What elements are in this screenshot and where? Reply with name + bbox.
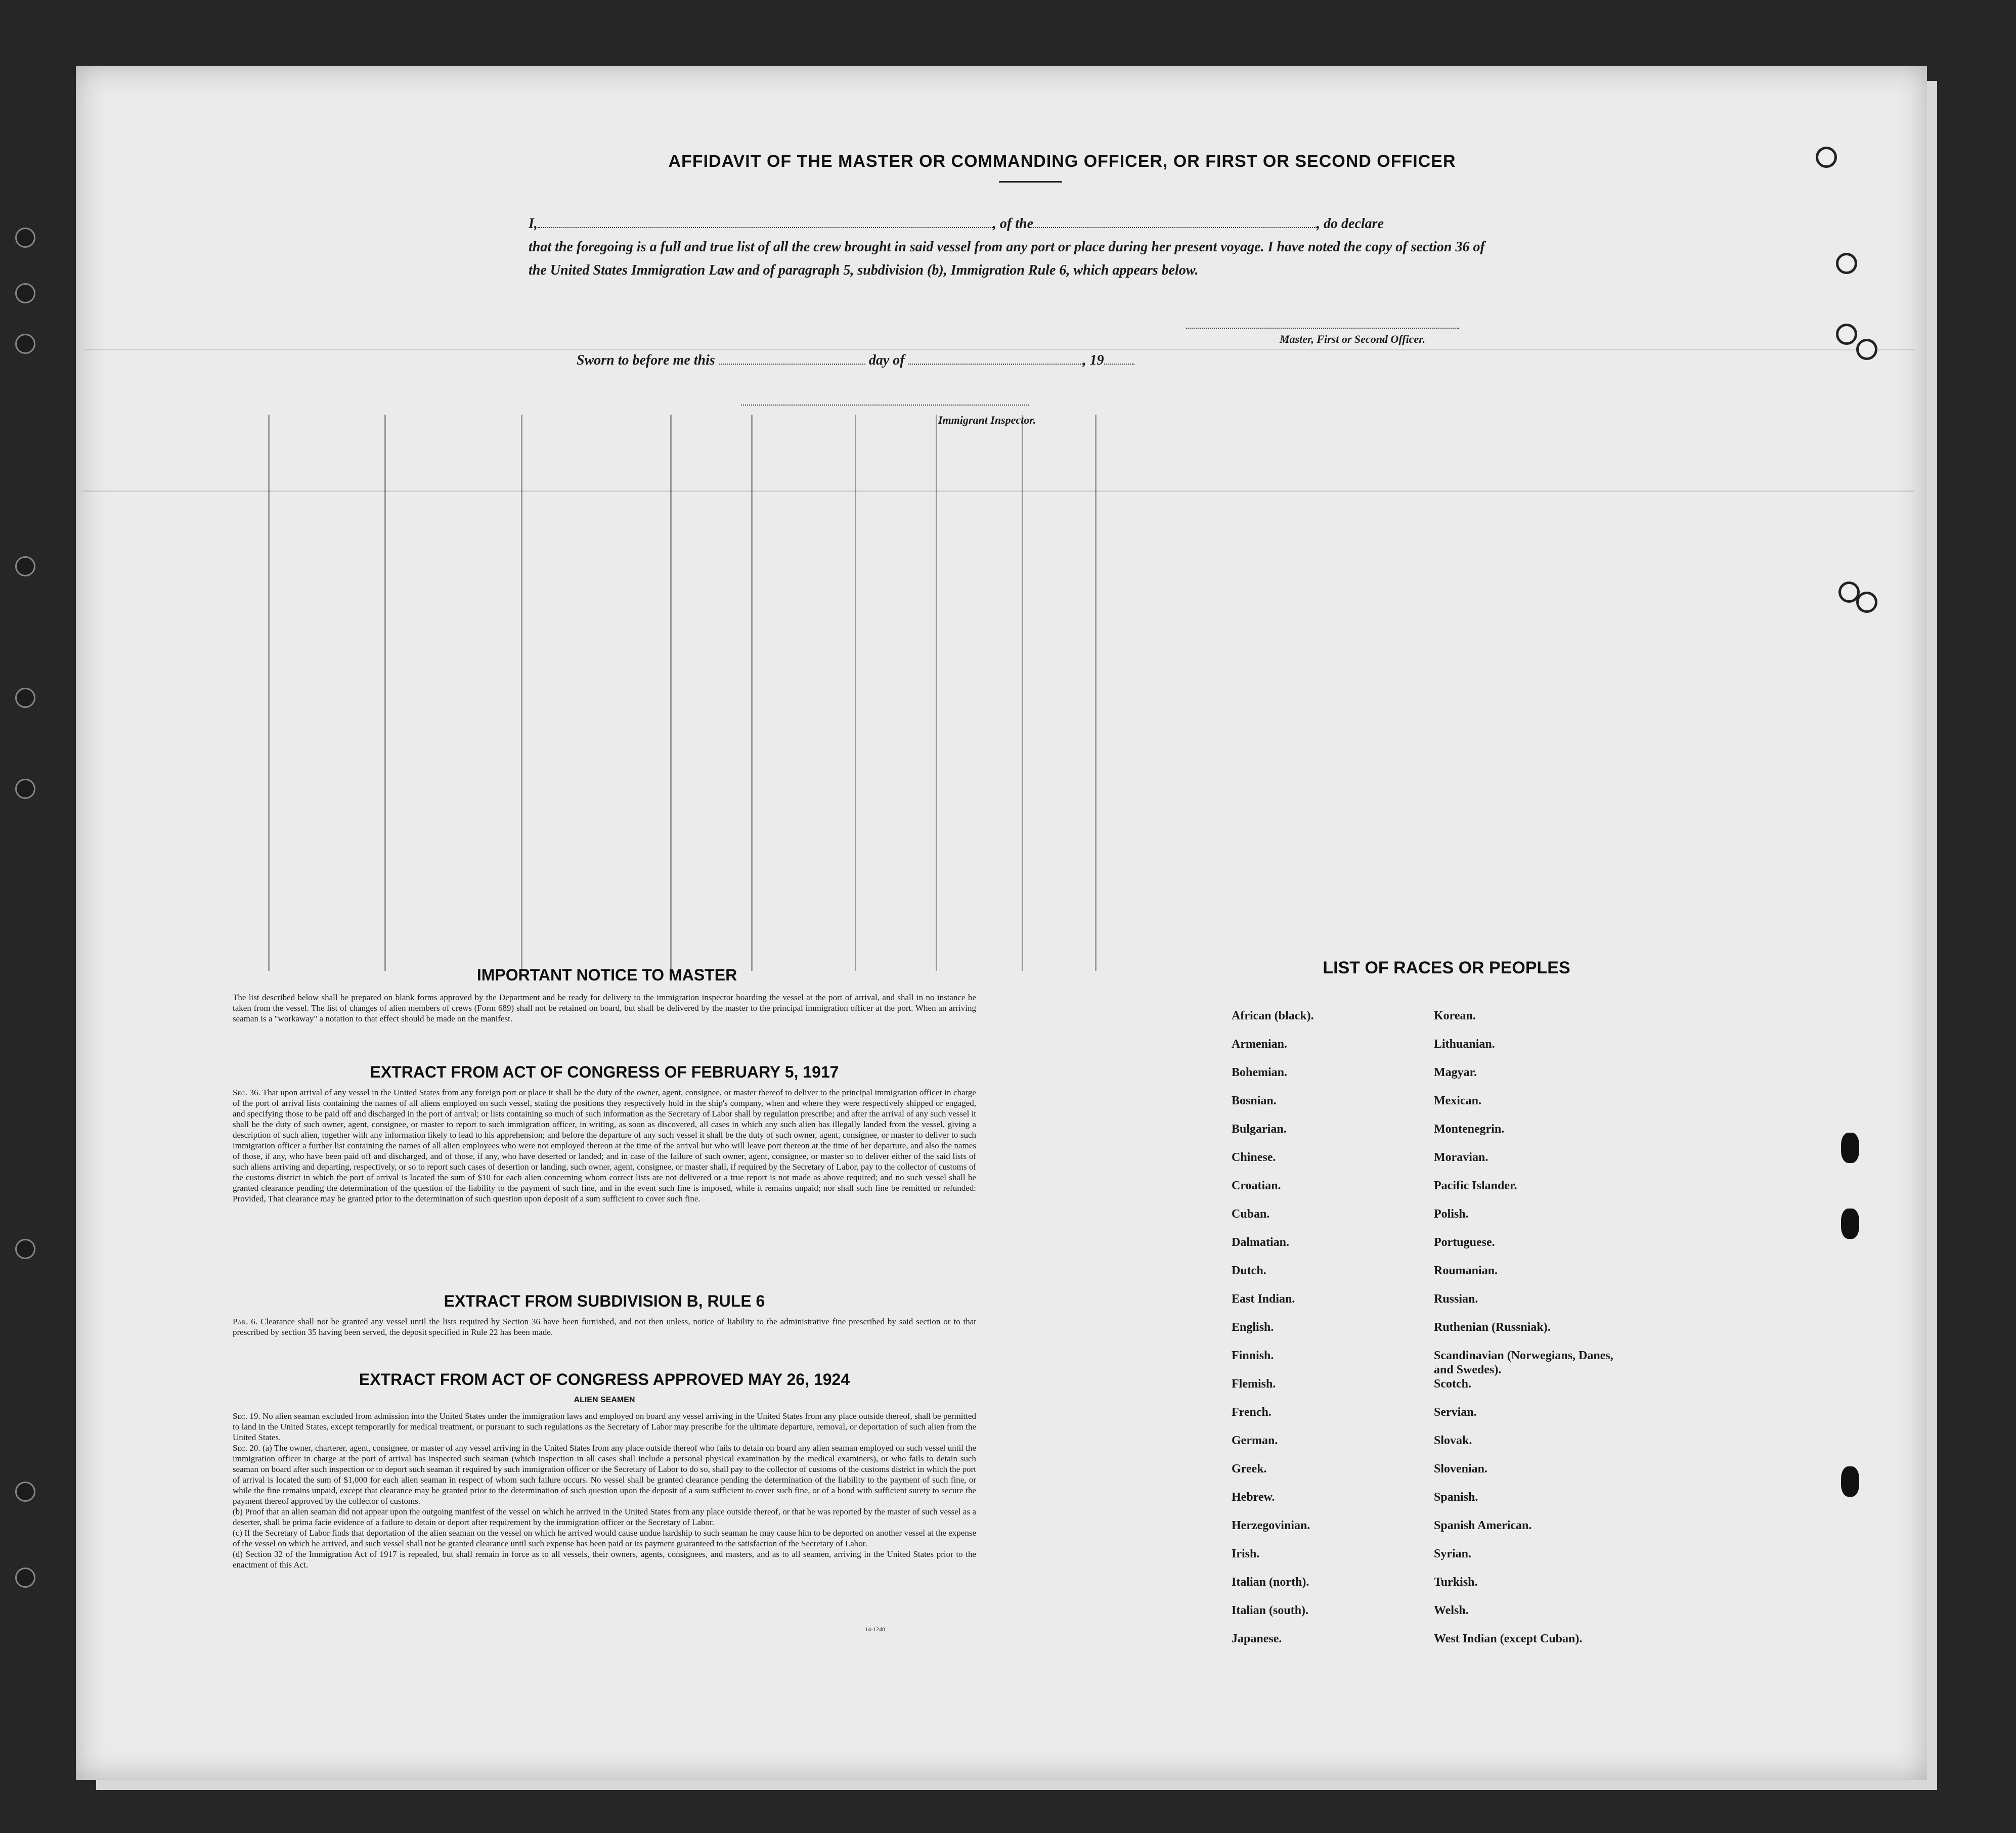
- binder-ring: [1856, 592, 1877, 613]
- column-divider: [521, 415, 522, 971]
- binder-clip: [1841, 1133, 1859, 1163]
- declaration-line: [529, 212, 1500, 236]
- binder-hole: [15, 1482, 35, 1502]
- race-item: Russian.: [1434, 1292, 1478, 1306]
- sworn-day-of: day of: [868, 352, 905, 368]
- section-20-label: Sec. 20.: [233, 1443, 260, 1453]
- name-field[interactable]: [538, 214, 993, 228]
- race-item: West Indian (except Cuban).: [1434, 1632, 1583, 1645]
- column-divider: [936, 415, 937, 971]
- race-item: Japanese.: [1232, 1632, 1282, 1645]
- race-item: Cuban.: [1232, 1208, 1270, 1221]
- race-item: Polish.: [1434, 1208, 1469, 1221]
- section-36-label: Sec. 36.: [233, 1088, 260, 1097]
- inspector-caption: Immigrant Inspector.: [938, 414, 1036, 426]
- race-item: Irish.: [1232, 1547, 1260, 1560]
- race-item: East Indian.: [1232, 1292, 1295, 1306]
- race-item: French.: [1232, 1406, 1272, 1419]
- race-item: Armenian.: [1232, 1038, 1287, 1051]
- sworn-year: , 19: [1082, 352, 1104, 368]
- race-item: Italian (north).: [1232, 1576, 1309, 1589]
- paragraph-6-label: Par. 6.: [233, 1317, 258, 1326]
- section-19-label: Sec. 19.: [233, 1411, 260, 1421]
- race-item: Ruthenian (Russniak).: [1434, 1321, 1551, 1334]
- race-item: Croatian.: [1232, 1179, 1281, 1192]
- race-item: Spanish American.: [1434, 1519, 1532, 1532]
- binder-ring: [1836, 253, 1857, 274]
- race-item: English.: [1232, 1321, 1274, 1334]
- race-item: Bosnian.: [1232, 1094, 1277, 1107]
- column-divider: [1095, 415, 1097, 971]
- binder-ring: [1836, 324, 1857, 345]
- race-item: Finnish.: [1232, 1349, 1274, 1362]
- binder-clip: [1841, 1466, 1859, 1497]
- race-item: Herzegovinian.: [1232, 1519, 1310, 1532]
- race-item: Pacific Islander.: [1434, 1179, 1517, 1192]
- notice-text: The list described below shall be prepared on blank forms approved by the Department and be ready for delivery to the immigration inspector boarding the vessel at the port of arrival, and shall in no instance be taken from the vessel. The list of changes of alien members of crews (Form 689) shall not be retained on board, but shall be delivered by the master to the principal immigration officer at the port. When an arriving seaman is a "workaway" a notation to that effect should be made on the manifest.: [233, 993, 976, 1023]
- faint-row-rule: [83, 490, 1914, 492]
- section-36-text: That upon arrival of any vessel in the United States from any foreign port or place it shall be the duty of the owner, agent, consignee, or master thereof to deliver to the principal immigration officer in charge of the port of arrival lists containing the names of all aliens employed on such vessel, stating the positions they respectively hold in the ship's company, when and where they were respectively shipped or engaged, and specifying those to be paid off and discharged in the port of arrival; or lists containing so much of such information as the Secretary of Labor shall by regulation prescribe; and after the arrival of any such vessel it shall be the duty of such owner, agent, consignee, or master to report to such immigration officer, in writing, as soon as discovered, all cases in which any such alien has illegally landed from the vessel, giving a description of such alien, together with any information likely to lead to his apprehension; and before the departure of any such vessel it shall be the duty of such owner, agent, consignee, or master to deliver to such immigration officer a further list containing the names of all alien employees who were not employed thereon at the time of the arrival but who will leave port thereon at the time of her departure, and also the names of those, if any, who have been paid off and discharged, and of those, if any, who have deserted or landed; and in case of the failure of such owner, agent, consignee, or master so to deliver either of the said lists of such aliens arriving and departing, respectively, or so to report such cases of desertion or landing, such owner, agent, consignee, or master shall, if required by the Secretary of Labor, pay to the collector of customs of the customs district in which the port of arrival is located the sum of $10 for each alien concerning whom correct lists are not delivered or a true report is not made as above required; and no such vessel shall be granted clearance pending the determination of the question of the liability to the payment of such fine, and in the event such fine is imposed, while it remains unpaid; nor shall such fine be remitted or refunded: Provided, That clearance may be granted prior to the determination of such question upon deposit of a sum sufficient to cover such fine.: [233, 1088, 976, 1203]
- vessel-field[interactable]: [1033, 214, 1317, 228]
- binder-ring: [1856, 339, 1877, 360]
- race-item: Lithuanian.: [1434, 1038, 1495, 1051]
- race-item: Bohemian.: [1232, 1066, 1288, 1079]
- declaration-i: I,: [529, 216, 538, 232]
- binder-ring: [1816, 147, 1837, 168]
- extract-1924-title: EXTRACT FROM ACT OF CONGRESS APPROVED MAY 26, 1924: [359, 1370, 850, 1389]
- form-number: 14-1240: [865, 1626, 885, 1633]
- race-item: Dalmatian.: [1232, 1236, 1289, 1249]
- race-item: Scotch.: [1434, 1377, 1471, 1391]
- section-20d: (d) Section 32 of the Immigration Act of 1917 is repealed, but shall remain in force as to all vessels, their owners, agents, consignees, and masters, and as to all seamen, arriving in the United States prior to the enactment of this Act.: [233, 1549, 976, 1570]
- sworn-year-field[interactable]: [1104, 350, 1134, 365]
- master-caption: Master, First or Second Officer.: [1280, 333, 1426, 345]
- sworn-line: [577, 349, 1335, 372]
- declaration-text: that the foregoing is a full and true list of all the crew brought in said vessel from any port or place during her present voyage. I have noted the copy of section 36 of the United States Immigration Law and of paragraph 5, subdivision (b), Immigration Rule 6, which appears below.: [529, 239, 1485, 278]
- sworn-day-field[interactable]: [719, 350, 865, 365]
- column-divider: [855, 415, 856, 971]
- paragraph-6-text: Clearance shall not be granted any vessel until the lists required by Section 36 have been furnished, and not then unless, notice of liability to the administrative fine prescribed by said section or to that prescribed by section 35 having been served, the deposit specified in Rule 22 has been made.: [233, 1317, 976, 1337]
- sworn-month-field[interactable]: [908, 350, 1083, 365]
- race-item: Portuguese.: [1434, 1236, 1495, 1249]
- race-item: Roumanian.: [1434, 1264, 1498, 1277]
- binder-hole: [15, 334, 35, 354]
- race-item: Slovak.: [1434, 1434, 1472, 1447]
- title-rule: [999, 181, 1062, 183]
- column-divider: [751, 415, 753, 971]
- race-item: Moravian.: [1434, 1151, 1488, 1164]
- extract-1924-text: [233, 1411, 976, 1570]
- extract-rule6-title: EXTRACT FROM SUBDIVISION B, RULE 6: [444, 1292, 765, 1310]
- section-19-text: No alien seaman excluded from admission into the United States under the immigration laws and employed on board any vessel arriving in the United States from any place outside thereof, shall be permitted to land in the United States, except temporarily for medical treatment, or pursuant to such regulations as the Secretary of Labor may prescribe for the ultimate departure, removal, or deportation of such alien from the United States.: [233, 1411, 977, 1442]
- race-item: Servian.: [1434, 1406, 1477, 1419]
- race-item: Greek.: [1232, 1462, 1267, 1476]
- binder-hole: [15, 556, 35, 576]
- race-item: African (black).: [1232, 1009, 1314, 1022]
- column-divider: [1022, 415, 1023, 971]
- race-item: Dutch.: [1232, 1264, 1266, 1277]
- section-20c: (c) If the Secretary of Labor finds that deportation of the alien seaman on the vessel on which he arrived would cause undue hardship to such seaman he may cause him to be deported on another vessel at the expense of the vessel on which he arrived, and such vessel shall not be granted clearance until such expense has been paid or its payment guaranteed to the satisfaction of the Secretary of Labor.: [233, 1528, 976, 1548]
- inspector-signature-line[interactable]: [741, 405, 1029, 406]
- column-divider: [268, 415, 270, 971]
- race-item: Chinese.: [1232, 1151, 1276, 1164]
- races-title: LIST OF RACES OR PEOPLES: [1323, 958, 1570, 977]
- extract-1917-text: [233, 1087, 976, 1204]
- race-item: Magyar.: [1434, 1066, 1477, 1079]
- race-item: Flemish.: [1232, 1377, 1276, 1391]
- declaration-of-the: , of the: [992, 216, 1034, 232]
- race-item: Turkish.: [1434, 1576, 1478, 1589]
- affidavit-body: [529, 212, 1500, 282]
- extract-rule6-text: [233, 1316, 976, 1337]
- declaration-declare: , do declare: [1317, 216, 1384, 232]
- binder-hole: [15, 1568, 35, 1588]
- race-item: Montenegrin.: [1434, 1123, 1505, 1136]
- extract-1924-subtitle: ALIEN SEAMEN: [574, 1396, 635, 1404]
- binder-hole: [15, 1239, 35, 1259]
- section-20a-text: (a) The owner, charterer, agent, consignee, or master of any vessel arriving in the United States from any place outside thereof who fails to detain on board any alien seaman employed on such vessel until the immigration officer in charge at the port of arrival has inspected such seaman (which inspection in all cases shall include a personal physical examination by the medical examiners), or who fails to detain such seaman on board after such inspection or to deport such seaman if required by such immigration officer or the Secretary of Labor to do so, shall pay to the collector of customs of the customs district in which the port of arrival is located the sum of $1,000 for each alien seaman in respect of whom such failure occurs. No vessel shall be granted clearance pending the determination of the liability to the payment of such fine, or while the fine remains unpaid, except that clearance may be granted prior to the determination of such question upon the deposit of a sum sufficient to cover such fine, or of a bond with sufficient surety to secure the payment thereof approved by the collector of customs.: [233, 1443, 976, 1506]
- race-item: Slovenian.: [1434, 1462, 1488, 1476]
- master-signature-line[interactable]: [1186, 328, 1459, 329]
- sworn-prefix: Sworn to before me this: [577, 352, 715, 368]
- race-item: German.: [1232, 1434, 1278, 1447]
- binder-hole: [15, 283, 35, 303]
- binder-hole: [15, 228, 35, 248]
- race-item: Scandinavian (Norwegians, Danes, and Swedes).: [1434, 1349, 1613, 1376]
- binder-clip: [1841, 1209, 1859, 1239]
- notice-title: IMPORTANT NOTICE TO MASTER: [476, 966, 737, 984]
- affidavit-title: AFFIDAVIT OF THE MASTER OR COMMANDING OFFICER, OR FIRST OR SECOND OFFICER: [668, 152, 1456, 171]
- race-item: Mexican.: [1434, 1094, 1481, 1107]
- column-divider: [384, 415, 386, 971]
- extract-1917-title: EXTRACT FROM ACT OF CONGRESS OF FEBRUARY 5, 1917: [370, 1063, 839, 1081]
- race-item: Bulgarian.: [1232, 1123, 1287, 1136]
- race-item: Welsh.: [1434, 1604, 1469, 1617]
- section-19: [233, 1411, 976, 1443]
- binder-hole: [15, 779, 35, 799]
- race-item: Italian (south).: [1232, 1604, 1309, 1617]
- column-divider: [670, 415, 672, 971]
- binder-hole: [15, 688, 35, 708]
- race-item: Syrian.: [1434, 1547, 1472, 1560]
- section-20b: (b) Proof that an alien seaman did not appear upon the outgoing manifest of the vessel on which he arrived in the United States from any place outside thereof, or that he was reported by the master of such vessel as a deserter, shall be prima facie evidence of a failure to detain or deport after requirement by the immigration officer or the Secretary of Labor.: [233, 1507, 976, 1527]
- race-item: Spanish.: [1434, 1491, 1478, 1504]
- section-20a: [233, 1443, 976, 1506]
- race-item: Hebrew.: [1232, 1491, 1275, 1504]
- race-item: Korean.: [1434, 1009, 1476, 1022]
